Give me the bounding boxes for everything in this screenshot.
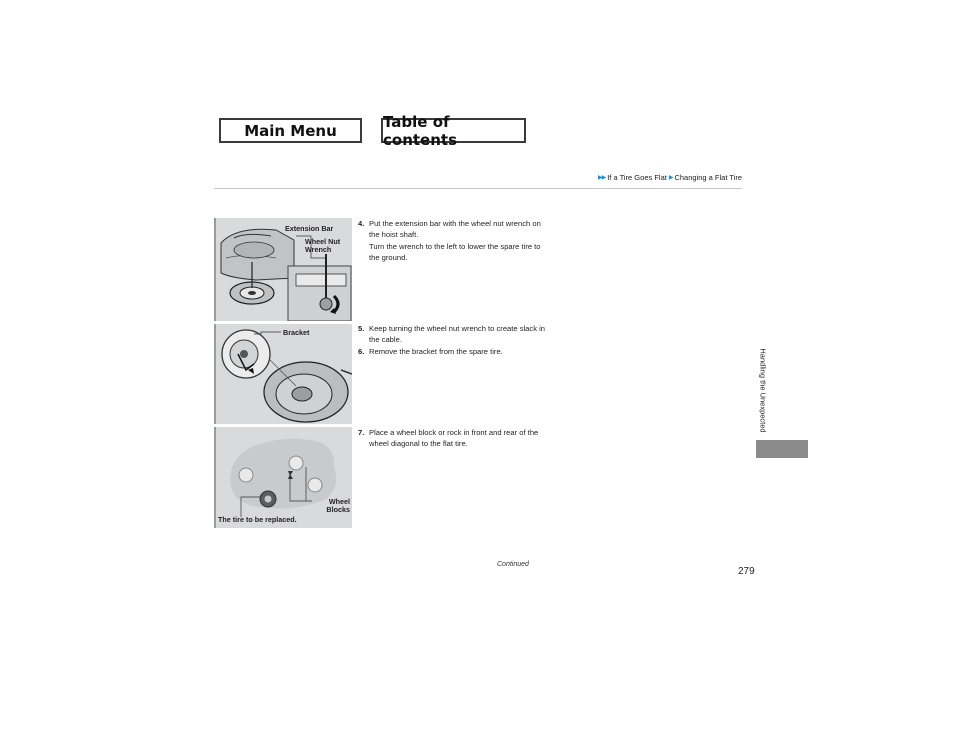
step-7 bbox=[358, 427, 548, 450]
step-list-4 bbox=[358, 218, 548, 264]
step-list-7 bbox=[358, 427, 548, 450]
label-tire-to-be-replaced: The tire to be replaced. bbox=[218, 515, 297, 524]
breadcrumb-arrow-icon: ▶ bbox=[668, 175, 673, 181]
side-tab-marker bbox=[756, 440, 808, 458]
step-5 bbox=[358, 323, 548, 346]
step-subtext: Turn the wrench to the left to lower the spare tire to the ground. bbox=[369, 241, 541, 263]
bracket-illustration bbox=[216, 324, 352, 424]
figure-bracket bbox=[214, 324, 352, 424]
step-4 bbox=[358, 218, 548, 264]
breadcrumb-section[interactable]: If a Tire Goes Flat bbox=[607, 173, 667, 182]
breadcrumb bbox=[598, 173, 742, 182]
side-tab-label[interactable]: Handling the Unexpected bbox=[758, 347, 768, 433]
breadcrumb-page: Changing a Flat Tire bbox=[674, 173, 742, 182]
figure-extension-bar bbox=[214, 218, 352, 321]
breadcrumb-arrow-icon: ▶▶ bbox=[597, 175, 606, 181]
step-number: 5. bbox=[358, 324, 365, 333]
table-of-contents-button[interactable]: Table of contents bbox=[381, 118, 526, 143]
step-text: Remove the bracket from the spare tire. bbox=[369, 346, 503, 356]
step-number: 7. bbox=[358, 428, 365, 437]
page-number: 279 bbox=[738, 566, 755, 577]
step-text: Keep turning the wheel nut wrench to create slack in the cable. bbox=[369, 324, 546, 345]
header-divider bbox=[214, 188, 742, 189]
label-extension-bar: Extension Bar bbox=[285, 224, 334, 233]
extension-bar-illustration bbox=[216, 218, 352, 321]
continued-label: Continued bbox=[497, 561, 529, 568]
step-text: Put the extension bar with the wheel nut wrench on the hoist shaft. bbox=[369, 219, 541, 240]
figure-wheel-blocks bbox=[214, 427, 352, 528]
label-wheel-nut-wrench: Wheel Nut Wrench bbox=[305, 237, 341, 254]
step-text: Place a wheel block or rock in front and rear of the wheel diagonal to the flat tire. bbox=[369, 428, 539, 449]
step-number: 4. bbox=[358, 219, 365, 228]
main-menu-button[interactable]: Main Menu bbox=[219, 118, 362, 143]
label-bracket: Bracket bbox=[283, 328, 310, 337]
step-number: 6. bbox=[358, 346, 365, 356]
step-6 bbox=[358, 346, 548, 357]
step-list-5-6 bbox=[358, 323, 548, 357]
label-wheel-blocks: Wheel Blocks bbox=[326, 497, 350, 514]
